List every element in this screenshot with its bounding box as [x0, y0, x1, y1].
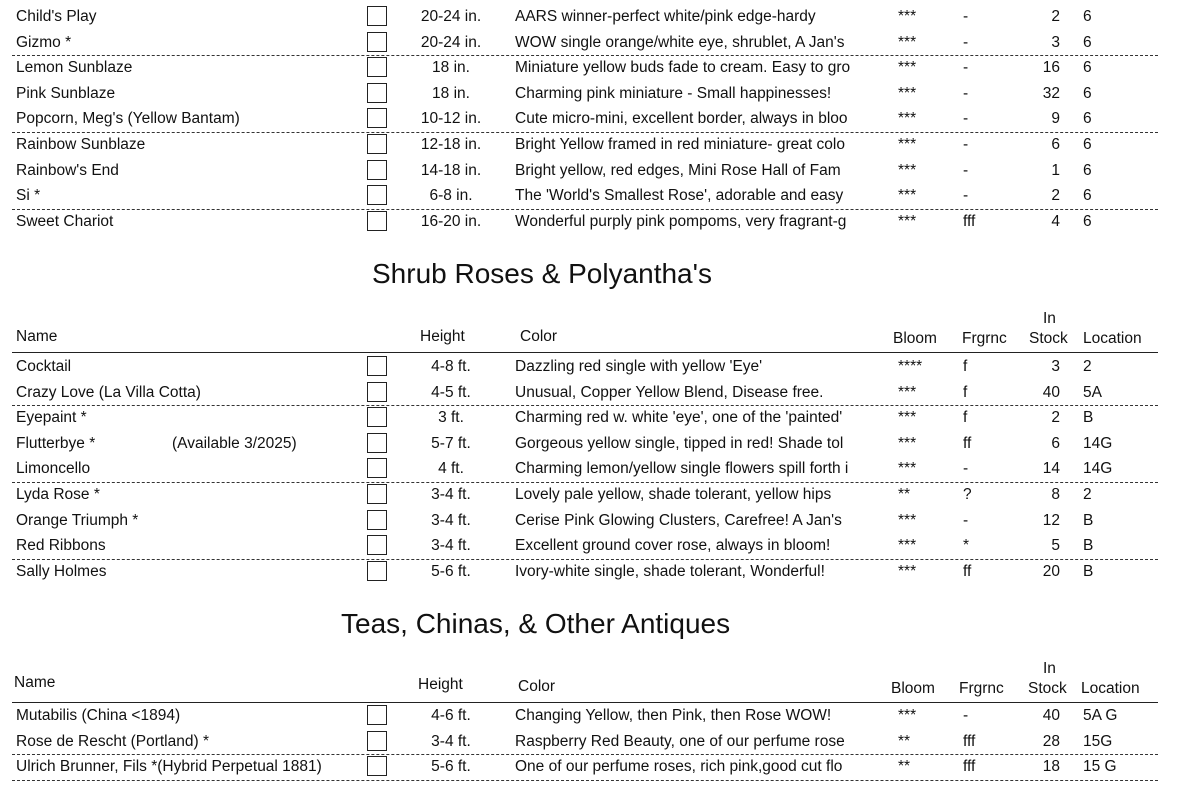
stock-count: 9 [1051, 110, 1060, 128]
location-code: 6 [1083, 59, 1092, 77]
fragrance-rating: f [963, 409, 968, 427]
rose-name: Lyda Rose * [16, 486, 100, 503]
rose-name: Eyepaint * [16, 409, 87, 427]
rose-name: Si * [16, 187, 41, 205]
color-description: Lovely pale yellow, shade tolerant, yellow hips [515, 486, 832, 503]
rose-name: Flutterbye * [16, 434, 96, 452]
location-code: B [1083, 562, 1094, 580]
location-code: 5A G [1083, 707, 1118, 724]
color-description: Miniature yellow buds fade to cream. Easy to gro [515, 59, 851, 77]
table-row [0, 704, 1183, 729]
table-row [0, 534, 1183, 559]
color-description: Charming red w. white 'eye', one of the 'painted' [515, 409, 843, 427]
rose-name: Pink Sunblaze [16, 84, 116, 102]
stock-count: 6 [1051, 136, 1060, 153]
rose-name: Lemon Sunblaze [16, 59, 133, 77]
rose-name: Crazy Love (La Villa Cotta) [16, 383, 201, 401]
order-checkbox[interactable] [367, 185, 387, 205]
section-title: Shrub Roses & Polyantha's [372, 258, 712, 289]
bloom-rating: **** [898, 358, 923, 375]
table-row [0, 483, 1183, 508]
plant-height: 18 in. [432, 59, 470, 77]
table-row [0, 184, 1183, 209]
stock-count: 12 [1042, 511, 1060, 529]
location-code: 2 [1083, 486, 1092, 503]
header-location: Location [1081, 680, 1140, 697]
stock-count: 20 [1042, 562, 1060, 580]
table-row [0, 755, 1183, 780]
header-name: Name [14, 674, 56, 691]
header-fragrance: Frgrnc [959, 680, 1004, 697]
bloom-rating: *** [898, 161, 917, 179]
header-location: Location [1083, 330, 1142, 347]
order-checkbox[interactable] [367, 756, 387, 776]
fragrance-rating: fff [963, 212, 976, 230]
color-description: Excellent ground cover rose, always in bloom! [515, 537, 831, 555]
header-bloom: Bloom [891, 680, 935, 697]
color-description: Charming pink miniature - Small happinesses! [515, 84, 832, 102]
stock-count: 32 [1042, 84, 1060, 102]
bloom-rating: *** [898, 187, 917, 205]
stock-count: 16 [1042, 59, 1060, 77]
stock-count: 6 [1051, 434, 1060, 452]
order-checkbox[interactable] [367, 32, 387, 52]
stock-count: 4 [1051, 212, 1060, 230]
order-checkbox[interactable] [367, 6, 387, 26]
rose-name: Ulrich Brunner, Fils *(Hybrid Perpetual 1881) [16, 758, 322, 776]
header-stock-top: In [1043, 310, 1056, 327]
bloom-rating: *** [898, 562, 917, 580]
table-row [0, 509, 1183, 534]
fragrance-rating: ff [963, 562, 972, 580]
location-code: 6 [1083, 8, 1092, 25]
header-stock-top: In [1043, 660, 1056, 677]
table-row [0, 5, 1183, 30]
fragrance-rating: fff [963, 732, 976, 750]
color-description: Raspberry Red Beauty, one of our perfume rose [515, 732, 845, 750]
fragrance-rating: - [963, 59, 969, 77]
plant-height: 4-5 ft. [431, 383, 471, 401]
header-fragrance: Frgrnc [962, 330, 1007, 347]
table-row [0, 31, 1183, 56]
stock-count: 40 [1042, 707, 1060, 724]
plant-height: 4-6 ft. [431, 707, 471, 724]
order-checkbox[interactable] [367, 57, 387, 77]
header-rule [12, 352, 1158, 353]
order-checkbox[interactable] [367, 211, 387, 231]
order-checkbox[interactable] [367, 433, 387, 453]
fragrance-rating: - [963, 110, 969, 128]
header-stock-bottom: Stock [1028, 680, 1067, 697]
bloom-rating: *** [898, 212, 917, 230]
rose-name: Orange Triumph * [16, 511, 139, 529]
fragrance-rating: - [963, 8, 969, 25]
plant-height: 14-18 in. [420, 161, 482, 179]
location-code: 6 [1083, 84, 1092, 102]
plant-height: 16-20 in. [420, 212, 482, 230]
plant-height: 10-12 in. [420, 110, 482, 128]
header-color: Color [520, 328, 558, 345]
bloom-rating: *** [898, 537, 917, 555]
color-description: Bright yellow, red edges, Mini Rose Hall of Fam [515, 161, 841, 179]
color-description: Cute micro-mini, excellent border, always in bloo [515, 110, 848, 128]
bloom-rating: ** [898, 758, 911, 776]
bloom-rating: ** [898, 732, 911, 750]
color-description: Unusual, Copper Yellow Blend, Disease free. [515, 383, 824, 401]
stock-count: 2 [1051, 187, 1060, 205]
availability-note: (Available 3/2025) [172, 434, 297, 452]
table-row [0, 560, 1183, 585]
header-name: Name [16, 328, 58, 345]
bloom-rating: *** [898, 136, 917, 153]
color-description: Changing Yellow, then Pink, then Rose WOW! [515, 707, 832, 724]
table-row [0, 107, 1183, 132]
header-stock-bottom: Stock [1029, 330, 1068, 347]
color-description: Bright Yellow framed in red miniature- great colo [515, 136, 845, 153]
rose-name: Sweet Chariot [16, 212, 114, 230]
stock-count: 18 [1042, 758, 1060, 776]
plant-height: 5-7 ft. [431, 434, 471, 452]
location-code: 14G [1083, 434, 1113, 452]
stock-count: 8 [1051, 486, 1060, 503]
table-row [0, 381, 1183, 406]
location-code: 6 [1083, 110, 1092, 128]
plant-height: 3-4 ft. [431, 511, 471, 529]
rose-name: Rose de Rescht (Portland) * [16, 732, 209, 750]
stock-count: 5 [1051, 537, 1060, 555]
table-row [0, 210, 1183, 235]
order-checkbox[interactable] [367, 407, 387, 427]
rose-name: Sally Holmes [16, 562, 107, 580]
section-title: Teas, Chinas, & Other Antiques [341, 608, 731, 639]
table-row [0, 82, 1183, 107]
location-code: 14G [1083, 460, 1113, 478]
table-row [0, 159, 1183, 184]
rose-name: Red Ribbons [16, 537, 106, 555]
color-description: Dazzling red single with yellow 'Eye' [515, 358, 763, 375]
rose-name: Gizmo * [16, 33, 72, 51]
fragrance-rating: - [963, 161, 969, 179]
fragrance-rating: f [963, 383, 968, 401]
order-checkbox[interactable] [367, 731, 387, 751]
rose-name: Mutabilis (China <1894) [16, 707, 181, 724]
location-code: 6 [1083, 187, 1092, 205]
bloom-rating: *** [898, 460, 917, 478]
stock-count: 40 [1042, 383, 1060, 401]
stock-count: 1 [1051, 161, 1060, 179]
order-checkbox[interactable] [367, 484, 387, 504]
stock-count: 3 [1051, 33, 1060, 51]
fragrance-rating: fff [963, 758, 976, 776]
order-checkbox[interactable] [367, 510, 387, 530]
fragrance-rating: - [963, 33, 969, 51]
order-checkbox[interactable] [367, 356, 387, 376]
stock-count: 28 [1042, 732, 1060, 750]
table-row [0, 56, 1183, 81]
location-code: 5A [1083, 383, 1102, 401]
location-code: 6 [1083, 212, 1092, 230]
fragrance-rating: ff [963, 434, 972, 452]
location-code: 2 [1083, 358, 1092, 375]
table-header [0, 306, 1183, 356]
rose-name: Rainbow Sunblaze [16, 136, 146, 153]
order-checkbox[interactable] [367, 382, 387, 402]
bloom-rating: *** [898, 33, 917, 51]
plant-height: 20-24 in. [420, 8, 482, 25]
fragrance-rating: - [963, 136, 969, 153]
plant-height: 18 in. [432, 84, 470, 102]
color-description: AARS winner-perfect white/pink edge-hardy [515, 8, 816, 25]
color-description: The 'World's Smallest Rose', adorable and easy [515, 187, 844, 205]
bloom-rating: ** [898, 486, 911, 503]
fragrance-rating: ? [963, 486, 972, 503]
color-description: Gorgeous yellow single, tipped in red! Shade tol [515, 434, 844, 452]
color-description: Ivory-white single, shade tolerant, Wonderful! [515, 562, 825, 580]
bloom-rating: *** [898, 409, 917, 427]
bloom-rating: *** [898, 59, 917, 77]
plant-height: 12-18 in. [420, 136, 482, 153]
table-row [0, 432, 1183, 457]
header-color: Color [518, 678, 556, 695]
stock-count: 14 [1042, 460, 1060, 478]
location-code: B [1083, 409, 1094, 427]
order-checkbox[interactable] [367, 83, 387, 103]
stock-count: 3 [1051, 358, 1060, 375]
order-checkbox[interactable] [367, 134, 387, 154]
stock-count: 2 [1051, 8, 1060, 25]
table-row [0, 355, 1183, 380]
plant-height: 3-4 ft. [431, 537, 471, 555]
fragrance-rating: - [963, 84, 969, 102]
bloom-rating: *** [898, 84, 917, 102]
table-row [0, 457, 1183, 482]
color-description: Wonderful purply pink pompoms, very fragrant-g [515, 212, 847, 230]
bloom-rating: *** [898, 707, 917, 724]
rose-name: Cocktail [16, 358, 72, 375]
color-description: Cerise Pink Glowing Clusters, Carefree! A Jan's [515, 511, 842, 529]
fragrance-rating: f [963, 358, 968, 375]
location-code: 6 [1083, 161, 1092, 179]
rose-name: Rainbow's End [16, 161, 119, 179]
rose-name: Child's Play [16, 8, 97, 25]
order-checkbox[interactable] [367, 108, 387, 128]
row-divider [12, 780, 1158, 781]
bloom-rating: *** [898, 383, 917, 401]
plant-height: 20-24 in. [420, 33, 482, 51]
header-height: Height [420, 328, 465, 345]
plant-height: 3-4 ft. [431, 486, 471, 503]
plant-height: 4-8 ft. [431, 358, 471, 375]
order-checkbox[interactable] [367, 160, 387, 180]
fragrance-rating: - [963, 187, 969, 205]
location-code: 6 [1083, 33, 1092, 51]
location-code: B [1083, 511, 1094, 529]
rose-name: Popcorn, Meg's (Yellow Bantam) [16, 110, 240, 128]
fragrance-rating: - [963, 460, 969, 478]
rose-name: Limoncello [16, 460, 91, 478]
location-code: B [1083, 537, 1094, 555]
bloom-rating: *** [898, 110, 917, 128]
plant-height: 5-6 ft. [431, 562, 471, 580]
stock-count: 2 [1051, 409, 1060, 427]
location-code: 15G [1083, 732, 1113, 750]
fragrance-rating: - [963, 511, 969, 529]
color-description: WOW single orange/white eye, shrublet, A Jan's [515, 33, 845, 51]
bloom-rating: *** [898, 8, 917, 25]
header-height: Height [418, 676, 463, 693]
table-row [0, 730, 1183, 755]
table-row [0, 133, 1183, 158]
table-row [0, 406, 1183, 431]
bloom-rating: *** [898, 434, 917, 452]
plant-height: 4 ft. [438, 460, 464, 478]
location-code: 6 [1083, 136, 1092, 153]
order-checkbox[interactable] [367, 458, 387, 478]
plant-height: 6-8 in. [429, 187, 473, 205]
bloom-rating: *** [898, 511, 917, 529]
order-checkbox[interactable] [367, 535, 387, 555]
header-bloom: Bloom [893, 330, 937, 347]
color-description: One of our perfume roses, rich pink,good cut flo [515, 758, 843, 776]
fragrance-rating: * [963, 537, 970, 555]
plant-height: 5-6 ft. [431, 758, 471, 776]
table-header [0, 656, 1183, 706]
fragrance-rating: - [963, 707, 969, 724]
header-rule [12, 702, 1158, 703]
order-checkbox[interactable] [367, 705, 387, 725]
order-checkbox[interactable] [367, 561, 387, 581]
plant-height: 3-4 ft. [431, 732, 471, 750]
plant-height: 3 ft. [438, 409, 464, 427]
color-description: Charming lemon/yellow single flowers spill forth i [515, 460, 849, 478]
location-code: 15 G [1083, 758, 1117, 776]
